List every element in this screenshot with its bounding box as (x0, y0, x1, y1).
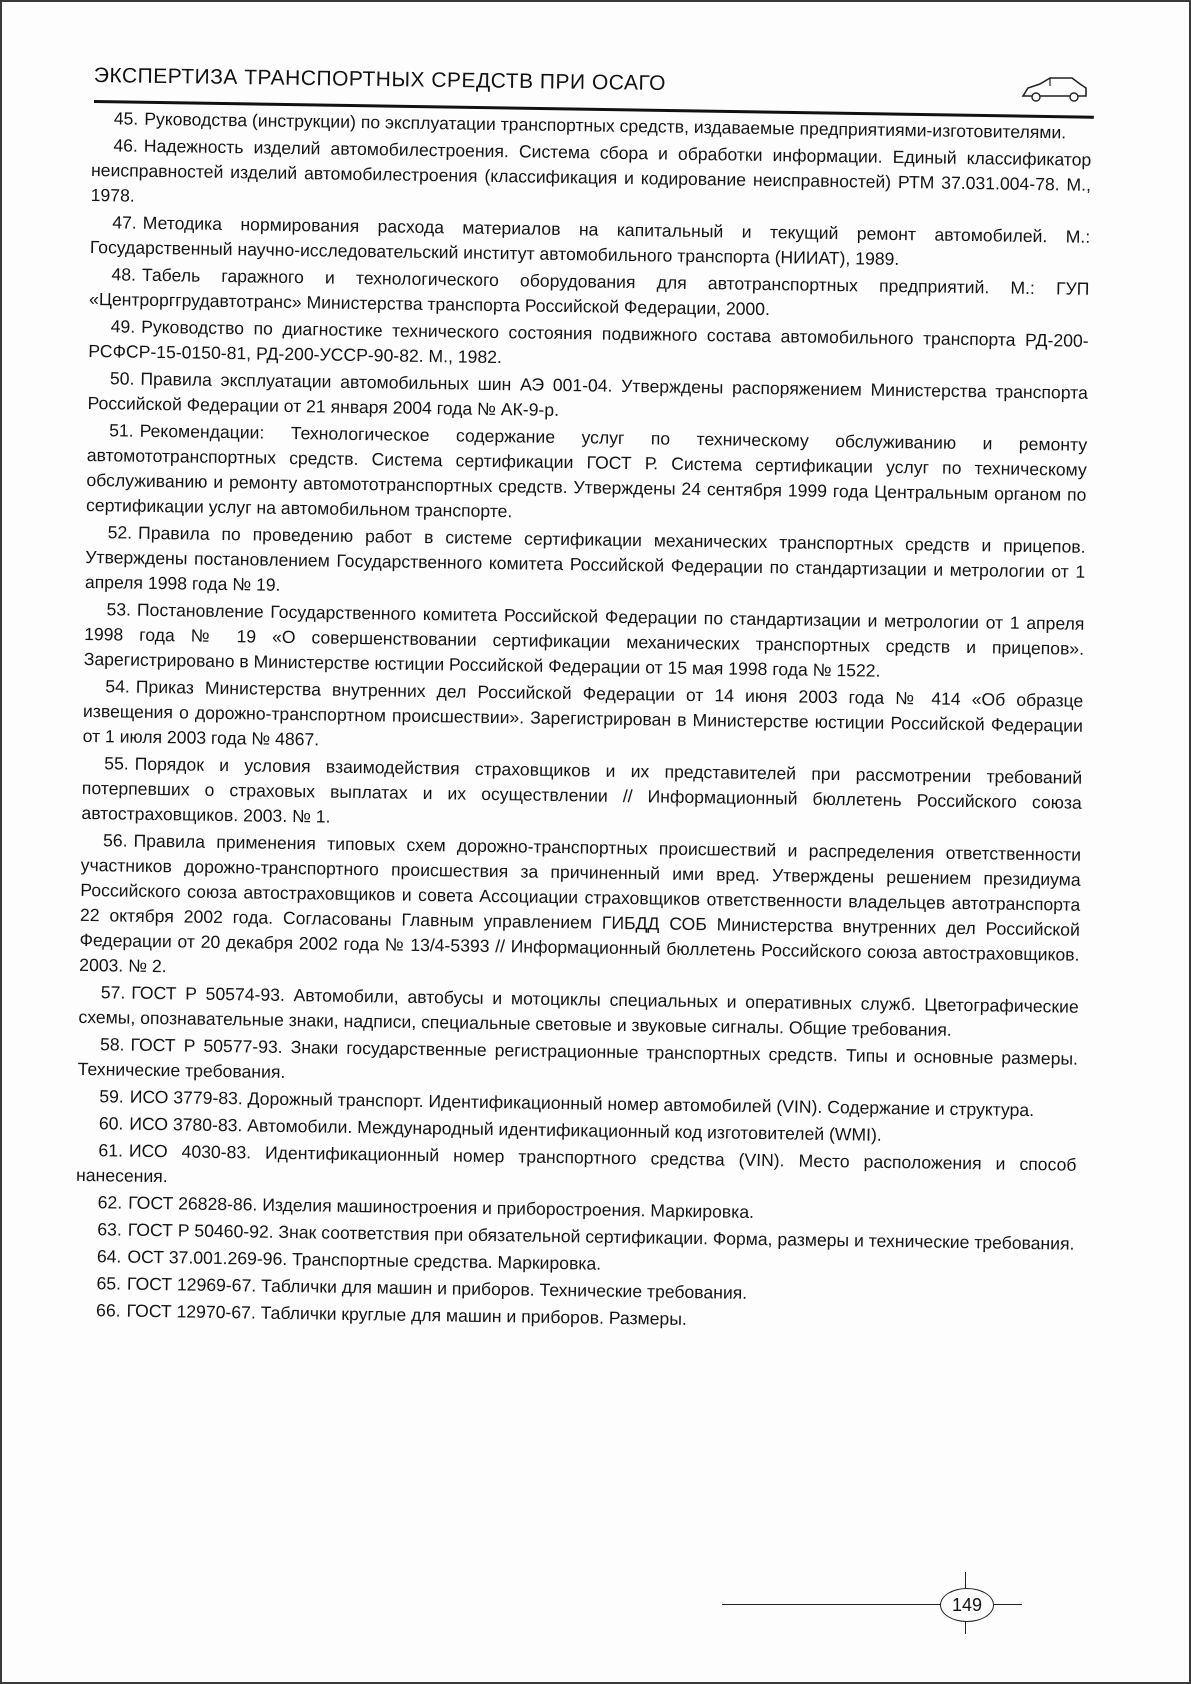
reference-number: 46. (113, 135, 139, 156)
reference-number: 49. (110, 316, 136, 337)
car-icon (1020, 74, 1090, 104)
reference-item (86, 418, 1087, 533)
page-footer (722, 1562, 1052, 1652)
reference-number: 52. (107, 522, 133, 543)
reference-text: Правила по проведению работ в системе сертификации механических транспортных средств и прицепов. Утверждены постановлением Государственного комитета Российской Федерации по стандартизации и метрологии от 1 апреля 1998 года № 19. (84, 522, 1086, 595)
reference-text: ИСО 4030-83. Идентификационный номер транспортного средства (VIN). Место расположения и способ нанесения. (75, 1140, 1077, 1187)
reference-text: ОСТ 37.001.269-96. Транспортные средства. Маркировка. (127, 1246, 602, 1274)
reference-item (79, 828, 1081, 993)
reference-text: Постановление Государственного комитета Российской Федерации по стандартизации и метрологии от 1 апреля 1998 года № 19 «О совершенствовании сертификации механических транспортных средств и прицепов». Зарегистрировано в Министерстве юстиции Российской Федерации от 15 мая 1998 года № 1522. (83, 599, 1085, 681)
reference-text: Надежность изделий автомобилестроения. Система сбора и обработки информации. Единый классификатор неисправностей изделий автомобилестроения (классификация и кодирование неисправностей) РТМ 37.031.004-78. М., 1978. (90, 135, 1092, 206)
reference-text: ГОСТ 26828-86. Изделия машиностроения и приборостроения. Маркировка. (128, 1192, 755, 1222)
reference-text: ИСО 3780-83. Автомобили. Международный идентификационный код изготовителей (WMI). (129, 1113, 882, 1145)
running-title: ЭКСПЕРТИЗА ТРАНСПОРТНЫХ СРЕДСТВ ПРИ ОСАГО (93, 64, 667, 95)
reference-number: 63. (97, 1219, 122, 1240)
reference-text: Методика нормирования расхода материалов на капитальный и текущий ремонт автомобилей. М.: Государственный научно-исследовательский институт автомобильного транспорта (НИИАТ), 1989. (89, 212, 1091, 269)
reference-number: 64. (96, 1246, 122, 1267)
reference-number: 51. (109, 420, 134, 441)
reference-item (85, 520, 1086, 610)
reference-number: 55. (104, 753, 129, 774)
reference-number: 59. (99, 1086, 124, 1107)
reference-text: Рекомендации: Технологическое содержание услуг по техническому обслуживанию и ремонту автомототранспортных средств. Система сертификации ГОСТ Р. Система сертификации услуг по техническому обслуживанию и ремонту автомототранспортных средств. Утверждены 24 сентября 1999 года Центральным органом по сертификации услуг на автомобильном транспорте. (85, 420, 1088, 522)
reference-number: 54. (105, 676, 131, 697)
reference-number: 48. (111, 264, 137, 285)
reference-text: ГОСТ Р 50577-93. Знаки государственные регистрационные транспортных средств. Типы и основные размеры. Технические требования. (77, 1034, 1079, 1082)
reference-text: Руководства (инструкции) по эксплуатации транспортных средств, издаваемые предприятиями-изготовителями. (144, 108, 1067, 143)
reference-number: 47. (112, 212, 137, 233)
reference-number: 66. (95, 1300, 121, 1321)
page-header (94, 60, 1094, 106)
reference-text: Приказ Министерства внутренних дел Российской Федерации от 14 июня 2003 года № 414 «Об образце извещения о дорожно-транспортном происшествии». Зарегистрирован в Министерстве юстиции Российской Федерации от 1 июля 2003 года № 4867. (82, 676, 1084, 750)
reference-number: 57. (100, 982, 126, 1003)
reference-number: 65. (96, 1273, 122, 1294)
reference-text: Руководство по диагностике технического состояния подвижного состава автомобильного транспорта РД-200-РСФСР-15-0150-81, РД-200-УССР-90-82. М., 1982. (88, 316, 1089, 368)
reference-item (84, 597, 1085, 687)
page-number: 149 (940, 1588, 994, 1622)
reference-number: 45. (113, 108, 139, 129)
reference-number: 62. (97, 1192, 123, 1213)
reference-text: ГОСТ Р 50460-92. Знак соответствия при обязательной сертификации. Форма, размеры и технические требования. (127, 1219, 1075, 1254)
reference-number: 58. (99, 1034, 125, 1055)
reference-number: 50. (109, 368, 135, 389)
reference-text: ГОСТ Р 50574-93. Автомобили, автобусы и мотоциклы специальных и оперативных служб. Цветографические схемы, опознавательные знаки, надписи, специальные световые и звуковые сигналы. Общие требования. (78, 982, 1079, 1040)
reference-item (90, 133, 1091, 223)
reference-text: Табель гаражного и технологического оборудования для автотранспортных предприятий. М.: ГУП «Центрорггрудавтотранс» Министерства транспорта Российской Федерации, 2000. (88, 264, 1090, 320)
reference-text: ГОСТ 12970-67. Таблички круглые для машин и приборов. Размеры. (126, 1300, 687, 1329)
reference-number: 60. (98, 1113, 124, 1134)
reference-item (82, 674, 1083, 764)
reference-number: 53. (106, 599, 132, 620)
reference-number: 61. (98, 1140, 124, 1161)
reference-item (81, 751, 1082, 841)
reference-list (74, 106, 1092, 1340)
reference-text: Порядок и условия взаимодействия страховщиков и их представителей при рассмотрении требований потерпевших о страховых выплатах и их осуществлении // Информационный бюллетень Российского союза автостраховщиков. 2003. № 1. (81, 753, 1083, 827)
reference-text: Правила применения типовых схем дорожно-транспортных происшествий и распределения ответственности участников дорожно-транспортного происшествия за причиненный ими вред. Утверждены решением президиума Российского союза автостраховщиков и совета Ассоциации страховщиков ответственности владельцев автотранспорта 22 октября 2002 года. Согласованы Главным управлением ГИБДД СОБ Министерства внутренних дел Российской Федерации от 20 декабря 2002 года № 13/4-5393 // Информационный бюллетень Российского союза автостраховщиков. 2003. № 2. (79, 830, 1082, 977)
reference-text: ИСО 3779-83. Дорожный транспорт. Идентификационный номер автомобилей (VIN). Содержание и структура. (129, 1086, 1035, 1121)
reference-text: Правила эксплуатации автомобильных шин АЭ 001-04. Утверждены распоряжением Министерства транспорта Российской Федерации от 21 января 2004 года № АК-9-р. (87, 368, 1089, 420)
reference-number: 56. (102, 830, 128, 851)
reference-text: ГОСТ 12969-67. Таблички для машин и приборов. Технические требования. (126, 1273, 748, 1303)
